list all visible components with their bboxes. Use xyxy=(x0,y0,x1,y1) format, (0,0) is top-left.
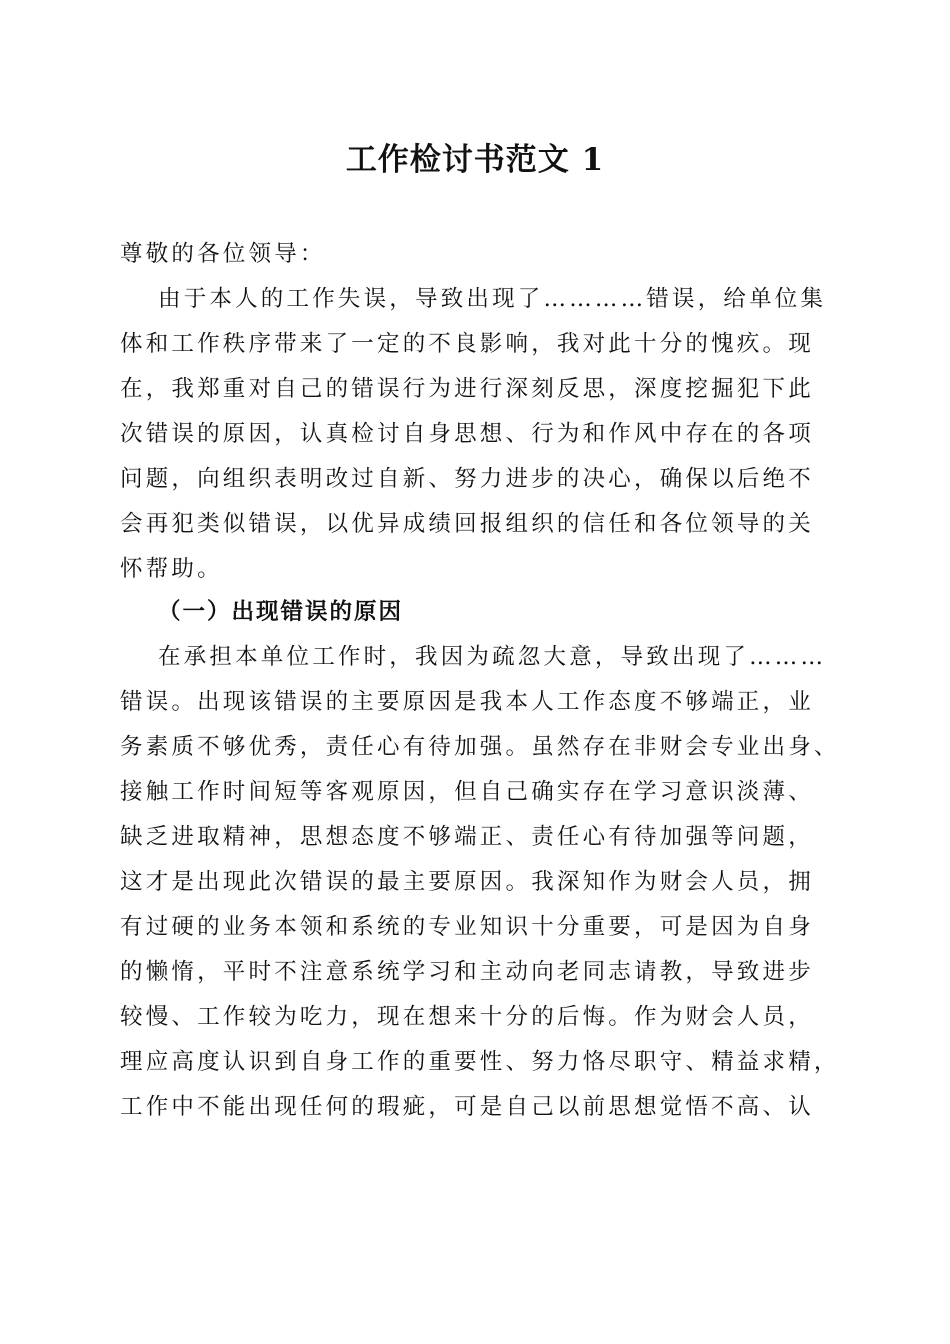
paragraph2-line: 这才是出现此次错误的最主要原因。我深知作为财会人员，拥 xyxy=(120,869,814,895)
paragraph1-line: 会再犯类似错误，以优异成绩回报组织的信任和各位领导的关 xyxy=(120,511,814,537)
paragraph2-line: 有过硬的业务本领和系统的专业知识十分重要，可是因为自身 xyxy=(120,914,814,940)
paragraph1-line: 怀帮助。 xyxy=(120,556,223,582)
paragraph2-line: 在承担本单位工作时，我因为疏忽大意，导致出现了……… xyxy=(158,644,827,670)
paragraph2-line: 接触工作时间短等客观原因，但自己确实存在学习意识淡薄、 xyxy=(120,779,814,805)
document-title: 工作检讨书范文 1 xyxy=(345,142,605,178)
paragraph2-line: 缺乏进取精神，思想态度不够端正、责任心有待加强等问题， xyxy=(120,824,814,850)
paragraph2-line: 理应高度认识到自身工作的重要性、努力恪尽职守、精益求精， xyxy=(120,1049,840,1075)
paragraph1-line: 体和工作秩序带来了一定的不良影响，我对此十分的愧疚。现 xyxy=(120,331,814,357)
salutation: 尊敬的各位领导： xyxy=(120,241,326,267)
paragraph2-line: 错误。出现该错误的主要原因是我本人工作态度不够端正，业 xyxy=(120,689,814,715)
paragraph1-line: 由于本人的工作失误，导致出现了…………错误，给单位集 xyxy=(158,286,827,312)
paragraph2-line: 工作中不能出现任何的瑕疵，可是自己以前思想觉悟不高、认 xyxy=(120,1094,814,1120)
paragraph1-line: 问题，向组织表明改过自新、努力进步的决心，确保以后绝不 xyxy=(120,466,814,492)
paragraph2-line: 较慢、工作较为吃力，现在想来十分的后悔。作为财会人员， xyxy=(120,1004,814,1030)
paragraph1-line: 在，我郑重对自己的错误行为进行深刻反思，深度挖掘犯下此 xyxy=(120,376,814,402)
section-heading: （一）出现错误的原因 xyxy=(158,599,404,625)
paragraph1-line: 次错误的原因，认真检讨自身思想、行为和作风中存在的各项 xyxy=(120,421,814,447)
paragraph2-line: 的懒惰，平时不注意系统学习和主动向老同志请教，导致进步 xyxy=(120,959,814,985)
paragraph2-line: 务素质不够优秀，责任心有待加强。虽然存在非财会专业出身、 xyxy=(120,734,840,760)
